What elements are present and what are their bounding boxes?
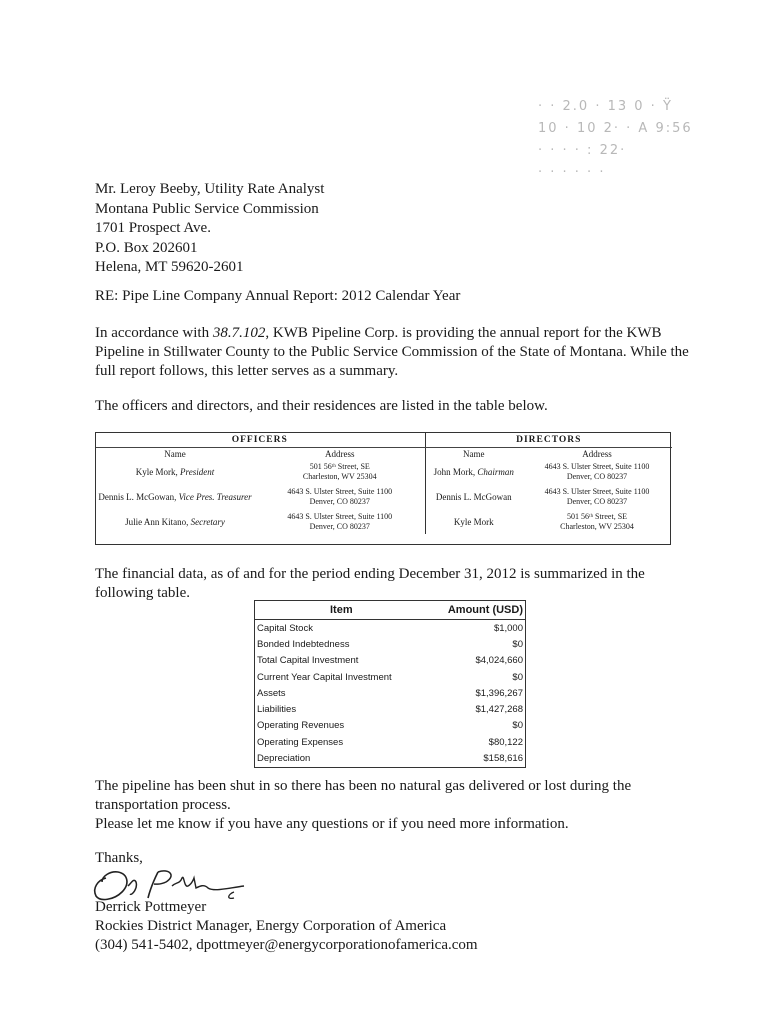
officer-address: 4643 S. Ulster Street, Suite 1100 Denver, CO 80237: [287, 486, 393, 506]
table-row: [255, 653, 526, 669]
director-address: 4643 S. Ulster Street, Suite 1100 Denver, CO 80237: [544, 486, 650, 506]
director-address: 4643 S. Ulster Street, Suite 1100 Denver, CO 80237: [544, 461, 650, 481]
amount-cell: $158,616: [483, 753, 523, 765]
director-address: 501 56ᵗʰ Street, SE Charleston, WV 25304: [560, 511, 634, 531]
signer-contact: (304) 541-5402, dpottmeyer@energycorporationofamerica.com: [95, 937, 478, 953]
table-row: [255, 718, 526, 734]
intro-citation: 38.7.102: [212, 325, 266, 341]
thanks-line: Thanks,: [95, 850, 143, 866]
officer-address: 501 56ᵗʰ Street, SE Charleston, WV 25304: [302, 461, 377, 481]
recipient-line: Mr. Leroy Beeby, Utility Rate Analyst: [95, 181, 325, 197]
recipient-line: Helena, MT 59620-2601: [95, 259, 244, 275]
recipient-line: P.O. Box 202601: [95, 239, 198, 256]
table-row: [255, 734, 526, 750]
directors-name-header: Name: [425, 448, 522, 460]
amount-cell: $1,396,267: [475, 687, 523, 699]
amount-cell: $1,000: [493, 622, 523, 634]
amount-header: Amount (USD): [428, 601, 526, 620]
closing-request: Please let me know if you have any questions or if you need more information.: [95, 816, 569, 832]
table-row: [95, 484, 672, 509]
amount-cell: $0: [512, 638, 523, 650]
stamp-line: · · 2.0 · 13 0 · Ÿ: [538, 99, 673, 114]
intro-before: In accordance with: [95, 325, 213, 341]
item-cell: Liabilities: [257, 704, 297, 716]
subject-line: RE: Pipe Line Company Annual Report: 2012 Calendar Year: [95, 288, 461, 304]
table-row: [255, 620, 526, 637]
officer-name: Julie Ann Kitano, Secretary: [125, 516, 225, 527]
intro-after: , KWB Pipeline Corp. is providing the annual report for the KWB Pipeline in Stillwater County to the Public Service Commission of the State of Montana. While the full report follows, this letter serves as a summary.: [95, 325, 689, 379]
table-row: [255, 685, 526, 701]
received-stamp: [538, 96, 698, 184]
recipient-address: [95, 180, 324, 278]
signer-title: Rockies District Manager, Energy Corporation of America: [95, 918, 447, 934]
table-row: [255, 636, 526, 652]
amount-cell: $1,427,268: [475, 704, 523, 716]
item-cell: Current Year Capital Investment: [257, 671, 392, 683]
stamp-line: · · · · : 22·: [538, 143, 627, 158]
amount-cell: $0: [512, 720, 523, 732]
directors-title: DIRECTORS: [425, 432, 672, 448]
financial-table: [254, 600, 526, 768]
financial-intro: The financial data, as of and for the period ending December 31, 2012 is summarized in the following table.: [95, 566, 645, 601]
officer-name: Kyle Mork, President: [135, 466, 215, 477]
closing-paragraph: The pipeline has been shut in so there has been no natural gas delivered or lost during the transportation process.: [95, 778, 632, 813]
signer-name: Derrick Pottmeyer: [95, 899, 207, 915]
director-name: Dennis L. McGowan: [425, 484, 522, 509]
officers-title: OFFICERS: [95, 432, 425, 448]
officer-name: Dennis L. McGowan, Vice Pres. Treasurer: [98, 491, 252, 502]
item-cell: Depreciation: [257, 753, 311, 765]
officers-intro: The officers and directors, and their residences are listed in the table below.: [95, 398, 548, 414]
amount-cell: $4,024,660: [475, 655, 523, 667]
table-row: [95, 509, 672, 534]
item-cell: Assets: [257, 687, 286, 699]
officers-address-header: Address: [325, 448, 355, 459]
item-cell: Operating Revenues: [257, 720, 345, 732]
officers-name-header: Name: [164, 448, 186, 459]
intro-paragraph: [95, 324, 695, 381]
item-header: Item: [255, 601, 428, 620]
amount-cell: $0: [512, 671, 523, 683]
directors-address-header: Address: [582, 448, 612, 459]
signer-block: [95, 898, 478, 955]
item-cell: Bonded Indebtedness: [257, 638, 350, 650]
officer-address: 4643 S. Ulster Street, Suite 1100 Denver, CO 80237: [287, 511, 393, 531]
director-name: Kyle Mork: [425, 509, 522, 534]
stamp-line: 10 · 10 2· · A 9:56: [538, 121, 693, 136]
recipient-line: Montana Public Service Commission: [95, 200, 319, 217]
officers-directors-table: [95, 432, 672, 534]
item-cell: Operating Expenses: [257, 736, 344, 748]
item-cell: Capital Stock: [257, 622, 313, 634]
table-row: [255, 701, 526, 717]
recipient-line: 1701 Prospect Ave.: [95, 220, 211, 236]
table-row: [255, 750, 526, 767]
table-row: [95, 459, 672, 484]
table-row: [255, 669, 526, 685]
item-cell: Total Capital Investment: [257, 655, 359, 667]
stamp-line: · · · · · ·: [538, 165, 606, 180]
amount-cell: $80,122: [488, 736, 523, 748]
director-name: John Mork, Chairman: [425, 459, 522, 484]
